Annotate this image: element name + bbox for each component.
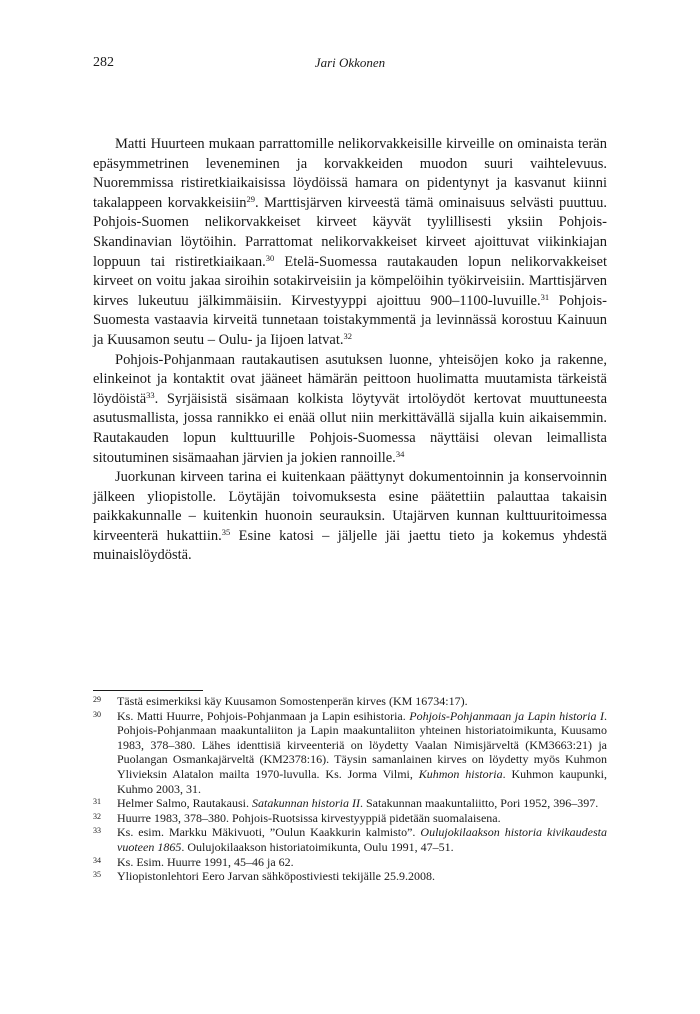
text-run: Yliopistonlehtori Eero Jarvan sähköpostiviesti tekijälle 25.9.2008.: [117, 869, 435, 884]
footnote-number: 33: [93, 826, 101, 836]
footnote-text: [117, 855, 607, 870]
footnote-text: [117, 869, 607, 884]
running-title: Jari Okkonen: [314, 55, 386, 70]
text-run: Juorkunan kirveen tarina ei kuitenkaan päättynyt dokumentoinnin ja konservoinnin jälkeen yliopistolle. Löytäjän toivomuksesta esine päätettiin palauttaa takaisin paikkakunnalle – kuitenkin huonoin seurauksin. Utajärven kunnan kulttuuritoimessa kirveenterä hukattiin.: [93, 469, 607, 544]
footnote: [93, 694, 607, 709]
paragraph: [93, 351, 607, 469]
text-run: Ks. Esim. Huurre 1991, 45–46 ja 62.: [117, 854, 294, 869]
footnote: [93, 855, 607, 870]
text-run: Etelä-Suomessa rautakauden lopun nelikorvakkeiset kirveet on voitu jakaa siroihin sotakirveisiin ja kömpelöihin työkirveisiin. Marttisjärven kirves lukeutuu jälkimmäisiin. Kirvestyyppi ajoittuu 900–1100-luvuille.: [93, 253, 607, 309]
text-run: . Oulujokilaakson historiatoimikunta, Oulu 1991, 47–51.: [181, 839, 454, 854]
text-run: Helmer Salmo, Rautakausi.: [117, 796, 252, 811]
italic-text: Satakunnan historia II: [251, 796, 360, 811]
footnote-number: 30: [93, 709, 101, 719]
footnote-ref: 32: [343, 330, 352, 341]
footnote-list: [93, 694, 607, 884]
text-run: Tästä esimerkiksi käy Kuusamon Somostenperän kirves (KM 16734:17).: [117, 694, 468, 708]
footnote-text: [117, 825, 607, 854]
text-run: . Pohjois-Pohjanmaan maakuntaliiton ja Lapin maakuntaliiton yhteinen historiatoimikunta, Kuusamo 1983, 378–380. Lähes identtisiä kirveenteriä on löydetty Vaalan Nimisjärveltä (KM3663:21) ja Puolangan Osmankajärveltä (KM2378:16). Täysin samanlainen kirves on löydetty myös Kuhmon Ylivieksin Alatalon mailta 1970-luvulla. Ks. Jorma Vilmi,: [117, 708, 607, 781]
paragraph: [93, 135, 607, 351]
text-run: Pohjois-Pohjanmaan rautakautisen asutuksen luonne, yhteisöjen koko ja rakenne, elinkeinot ja kontaktit ovat jääneet hämärän peittoon huolimatta muutamista tärkeistä löydöistä: [93, 351, 607, 407]
italic-text: Oulujokilaakson historia kivikaudesta vuoteen 1865: [117, 825, 607, 854]
page-header: [93, 55, 607, 75]
footnote: [93, 709, 607, 797]
footnote-number: 29: [93, 695, 101, 704]
italic-text: Kuhmon historia: [418, 766, 503, 781]
footnote-number: 34: [93, 855, 101, 865]
footnote: [93, 811, 607, 826]
body-text: [93, 135, 607, 566]
italic-text: Pohjois-Pohjanmaan ja Lapin historia I: [409, 708, 604, 723]
footnote: [93, 869, 607, 884]
footnote-number: 32: [93, 811, 101, 821]
footnotes: [93, 690, 607, 884]
text-run: Ks. Matti Huurre, Pohjois-Pohjanmaan ja Lapin esihistoria.: [117, 708, 410, 723]
footnote-number: 31: [93, 797, 101, 807]
footnote-ref: 30: [265, 252, 275, 263]
footnote-text: [117, 796, 607, 811]
footnote-rule: [93, 690, 203, 691]
text-run: Ks. esim. Markku Mäkivuoti, ”Oulun Kaakkurin kalmisto”.: [117, 825, 421, 840]
footnote-number: 35: [93, 870, 101, 880]
text-run: Matti Huurteen mukaan parrattomille nelikorvakkeisille kirveille on ominaista terän epäsymmetrinen leveneminen ja korvakkeiden muodon suuri vaihtelevuus. Nuoremmissa ristiretkiaikaisissa löydöissä hamara on pidentynyt ja kasvanut kiinni takalappeen korvakkeisiin: [93, 136, 607, 211]
footnote-text: [117, 709, 607, 797]
footnote-ref: 29: [246, 193, 256, 204]
text-run: Huurre 1983, 378–380. Pohjois-Ruotsissa kirvestyyppiä pidetään suomalaisena.: [117, 810, 501, 825]
text-run: . Satakunnan maakuntaliitto, Pori 1952, 396–397.: [359, 796, 599, 811]
footnote-ref: 34: [395, 448, 405, 459]
footnote-ref: 35: [221, 526, 231, 537]
footnote-text: [117, 694, 607, 709]
footnote-ref: 31: [540, 291, 550, 302]
text-run: Esine katosi – jäljelle jäi jaettu tieto ja kokemus yhdestä muinaislöydöstä.: [93, 527, 607, 564]
paragraph: [93, 468, 607, 566]
footnote-ref: 33: [146, 389, 155, 400]
footnote: [93, 825, 607, 854]
footnote: [93, 796, 607, 811]
text-run: . Kuhmon kaupunki, Kuhmo 2003, 31.: [117, 766, 607, 796]
footnote-text: [117, 811, 607, 826]
text-run: Pohjois-Suomesta vastaavia kirveitä tunnetaan toistakymmentä ja levinnässä korostuu Kainuun ja Kuusamon seutu – Oulu- ja Iijoen latvat.: [93, 292, 607, 348]
text-run: . Syrjäisistä sisämaan kolkista löytyvät irtolöydöt kertovat muuttuneesta asutusmallista, jossa rannikko ei enää ollut niin merkittävällä sijalla kuin aikaisemmin. Rautakauden lopun kulttuurille Pohjois-Suomessa näyttäisi olevan leimallista sitoutuminen sisämaahan järvien ja jokien rannoille.: [93, 390, 607, 466]
text-run: . Marttisjärven kirveestä tämä ominaisuus selvästi puuttuu. Pohjois-Suomen nelikorvakkeiset kirveet käyvät tyylillisesti yksiin Pohjois-Skandinavian löytöihin. Parrattomat nelikorvakkeiset kirveet ajoittuvat viikinkiajan loppuun tai ristiretkiaikaan.: [93, 194, 607, 270]
page-number: 282: [93, 55, 114, 70]
